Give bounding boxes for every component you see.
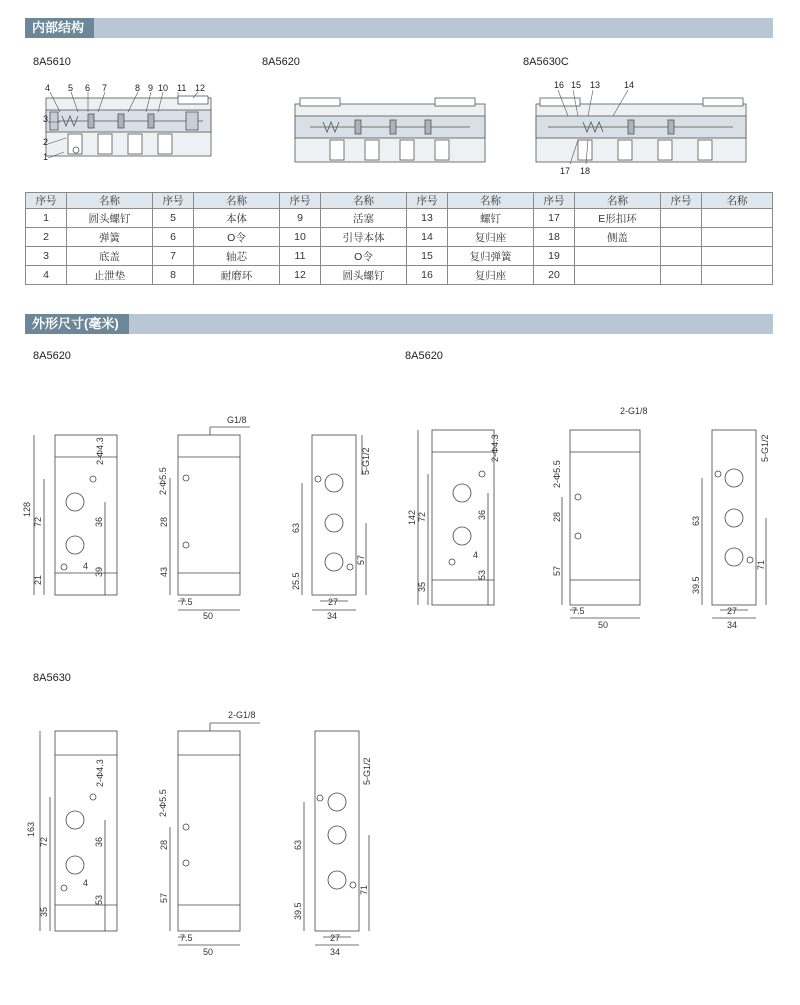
dim-27: 27	[328, 597, 339, 607]
dim-4: 4	[473, 550, 479, 560]
dim-hole-55: 2-Φ5.5	[552, 460, 562, 488]
table-cell	[702, 209, 773, 228]
table-cell: 15	[407, 247, 448, 266]
table-cell	[661, 209, 702, 228]
table-cell: 3	[26, 247, 67, 266]
table-cell: 6	[153, 228, 194, 247]
callout: 17	[560, 166, 571, 176]
dim-hole-43: 2-Φ4.3	[95, 759, 105, 787]
callout: 3	[43, 114, 49, 124]
table-cell: 18	[534, 228, 575, 247]
callout: 11	[177, 83, 187, 93]
parts-table	[25, 192, 773, 285]
dim-39-5: 39.5	[293, 902, 303, 920]
table-row	[26, 209, 773, 228]
table-cell	[702, 228, 773, 247]
dim-71: 71	[756, 559, 766, 570]
dim-28: 28	[159, 516, 169, 527]
dim-7-5: 7.5	[572, 606, 585, 616]
column-header: 名称	[575, 193, 661, 209]
table-cell: 17	[534, 209, 575, 228]
callout: 15	[571, 80, 582, 90]
dim-hole-55: 2-Φ5.5	[158, 467, 168, 495]
table-cell	[575, 266, 661, 285]
table-cell: 10	[280, 228, 321, 247]
section-bar-dimensions	[25, 314, 773, 334]
dim-hole-43: 2-Φ4.3	[490, 434, 500, 462]
dim-ports-g12: 5-G1/2	[760, 434, 770, 462]
dim-hole-55: 2-Φ5.5	[158, 789, 168, 817]
table-header-row	[26, 193, 773, 209]
dim-34: 34	[327, 611, 338, 621]
table-cell: 圆头螺钉	[67, 209, 153, 228]
cross-section-8A5630C	[528, 92, 758, 174]
dim-7-5: 7.5	[180, 933, 193, 943]
column-header: 名称	[321, 193, 407, 209]
dim-34: 34	[330, 947, 341, 957]
table-row	[26, 247, 773, 266]
section-bar-internal	[25, 18, 773, 38]
table-cell: 11	[280, 247, 321, 266]
dim-71: 71	[359, 884, 369, 895]
table-cell: 7	[153, 247, 194, 266]
table-cell: 复归座	[448, 228, 534, 247]
dim-27: 27	[727, 606, 738, 616]
dim-4: 4	[83, 878, 89, 888]
dim-72: 72	[33, 516, 43, 527]
table-cell	[575, 247, 661, 266]
model-label-8A5610: 8A5610	[33, 56, 71, 68]
table-cell: 20	[534, 266, 575, 285]
dim-27: 27	[330, 933, 341, 943]
table-cell: 5	[153, 209, 194, 228]
column-header: 序号	[153, 193, 194, 209]
callout: 2	[43, 137, 49, 147]
table-cell: 12	[280, 266, 321, 285]
table-cell: 引导本体	[321, 228, 407, 247]
dim-36: 36	[94, 836, 104, 847]
table-cell: 圆头螺钉	[321, 266, 407, 285]
callout: 5	[68, 83, 74, 93]
table-cell: 2	[26, 228, 67, 247]
table-cell: 9	[280, 209, 321, 228]
dim-72: 72	[417, 511, 427, 522]
table-cell	[661, 266, 702, 285]
dim-35: 35	[39, 906, 49, 917]
callout: 1	[43, 152, 49, 162]
cross-section-8A5610	[28, 78, 218, 170]
table-cell: 止泄垫	[67, 266, 153, 285]
dim-model-label-b: 8A5620	[405, 350, 443, 362]
table-cell: 19	[534, 247, 575, 266]
dim-39-5: 39.5	[691, 576, 701, 594]
callout: 4	[45, 83, 51, 93]
callout: 18	[580, 166, 591, 176]
dim-port-g18: 2-G1/8	[620, 406, 648, 416]
dim-57: 57	[159, 892, 169, 903]
callout: 12	[195, 83, 206, 93]
dim-57: 57	[356, 554, 366, 565]
dim-total-height: 142	[407, 509, 417, 525]
dim-21: 21	[33, 574, 43, 585]
dim-ports-g12: 5-G1/2	[362, 757, 372, 785]
table-cell	[661, 247, 702, 266]
dim-50: 50	[598, 620, 609, 630]
dim-63: 63	[293, 839, 303, 850]
table-cell: 13	[407, 209, 448, 228]
table-cell: E形扣环	[575, 209, 661, 228]
dim-34: 34	[727, 620, 738, 630]
table-cell: 侧盖	[575, 228, 661, 247]
dim-50: 50	[203, 611, 214, 621]
dim-53: 53	[94, 894, 104, 905]
dim-36: 36	[477, 509, 487, 520]
dimension-drawing-b	[407, 400, 790, 635]
dim-43: 43	[159, 566, 169, 577]
callout: 9	[148, 83, 154, 93]
table-cell: 弹簧	[67, 228, 153, 247]
cross-section-8A5620	[285, 92, 495, 172]
column-header: 序号	[661, 193, 702, 209]
dim-total-height: 128	[22, 501, 32, 517]
dim-35: 35	[417, 581, 427, 592]
model-label-8A5620: 8A5620	[262, 56, 300, 68]
table-cell: 复归座	[448, 266, 534, 285]
table-cell: 轴芯	[194, 247, 280, 266]
dim-model-label-c: 8A5630	[33, 672, 71, 684]
dim-ports-g12: 5-G1/2	[361, 447, 371, 475]
callout: 10	[158, 83, 169, 93]
column-header: 名称	[448, 193, 534, 209]
dim-4: 4	[83, 561, 89, 571]
dimension-drawing-c	[20, 705, 390, 965]
table-cell: 底盖	[67, 247, 153, 266]
dim-63: 63	[291, 522, 301, 533]
table-cell: 螺钉	[448, 209, 534, 228]
dim-port-g18: G1/8	[227, 415, 247, 425]
table-cell: 1	[26, 209, 67, 228]
callout: 7	[102, 83, 108, 93]
column-header: 序号	[26, 193, 67, 209]
dim-39: 39	[94, 566, 104, 577]
table-cell: 16	[407, 266, 448, 285]
table-cell: 本体	[194, 209, 280, 228]
dim-port-g18: 2-G1/8	[228, 710, 256, 720]
table-row	[26, 266, 773, 285]
dim-total-height: 163	[26, 821, 36, 837]
dim-57: 57	[552, 565, 562, 576]
table-cell: O令	[321, 247, 407, 266]
column-header: 序号	[534, 193, 575, 209]
callout: 16	[554, 80, 565, 90]
table-cell	[661, 228, 702, 247]
dim-63: 63	[691, 515, 701, 526]
table-cell: 活塞	[321, 209, 407, 228]
dim-36: 36	[94, 516, 104, 527]
dimension-drawing-a	[20, 405, 390, 625]
callout: 6	[85, 83, 91, 93]
dim-53: 53	[477, 569, 487, 580]
dim-72: 72	[39, 836, 49, 847]
callout: 8	[135, 83, 141, 93]
dim-hole-43: 2-Φ4.3	[95, 437, 105, 465]
model-label-8A5630C: 8A5630C	[523, 56, 569, 68]
section-title-dimensions: 外形尺寸(毫米)	[25, 314, 129, 334]
table-cell: 复归弹簧	[448, 247, 534, 266]
table-cell	[702, 266, 773, 285]
dim-model-label-a: 8A5620	[33, 350, 71, 362]
callout: 13	[590, 80, 601, 90]
dim-50: 50	[203, 947, 214, 957]
column-header: 序号	[407, 193, 448, 209]
column-header: 名称	[194, 193, 280, 209]
table-cell: 8	[153, 266, 194, 285]
callout: 14	[624, 80, 635, 90]
dim-28: 28	[552, 511, 562, 522]
table-cell: O令	[194, 228, 280, 247]
column-header: 序号	[280, 193, 321, 209]
table-cell	[702, 247, 773, 266]
section-title-internal: 内部结构	[25, 18, 94, 38]
table-cell: 14	[407, 228, 448, 247]
column-header: 名称	[67, 193, 153, 209]
dim-7-5: 7.5	[180, 597, 193, 607]
table-row	[26, 228, 773, 247]
dim-25-5: 25.5	[291, 572, 301, 590]
table-cell: 耐磨环	[194, 266, 280, 285]
table-cell: 4	[26, 266, 67, 285]
dim-28: 28	[159, 839, 169, 850]
column-header: 名称	[702, 193, 773, 209]
